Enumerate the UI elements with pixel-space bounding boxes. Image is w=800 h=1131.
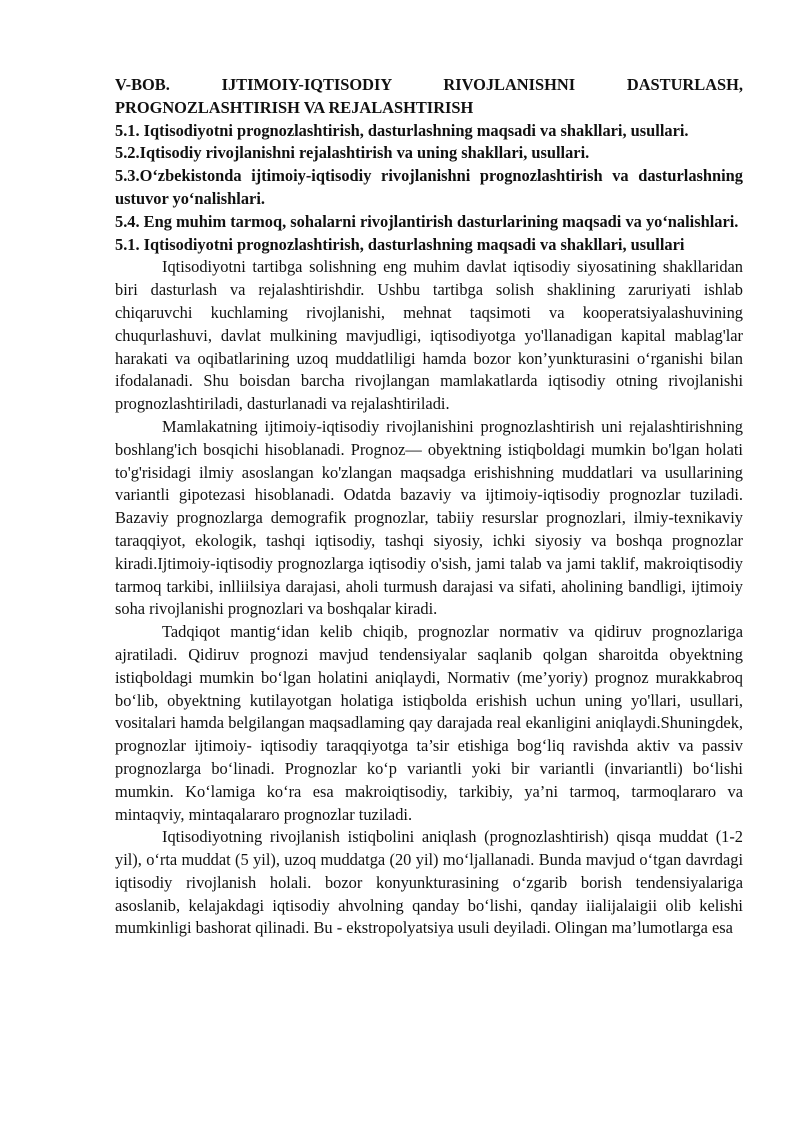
chapter-title: V-BOB. IJTIMOIY-IQTISODIY RIVOJLANISHNI DASTURLASH, PROGNOZLASHTIRISH VA REJALASHTIRISH — [115, 75, 743, 117]
body-paragraph: Iqtisodiyotni tartibga solishning eng muhim davlat iqtisodiy siyosatining shakllaridan biri dasturlash va rejalashtirishdir. Ushbu tartibga solish shaklining zaruriyati ishlab chiqaruvchi kuchlaming rivojlanishi, mehnat taqsimoti va kooperatsiyalashuvining chuqurlashuvi, davlat mulkining mavjudligi, iqtisodiyotga yo'llanadigan kapital mablag'lar harakati va oqibatlarining uzoq muddatliligi hamda bozor kon’yunkturasini o‘rganishi bilan ifodalanadi. Shu boisdan barcha rivojlangan mamlakatlarda iqtisodiy otning rivojlanishi prognozlashtiriladi, dasturlanadi va rejalashtiriladi. — [115, 257, 743, 414]
section-title: 5.1. Iqtisodiyotni prognozlashtirish, dasturlashning maqsadi va shakllari, usullari — [115, 234, 685, 254]
toc-item-5-1: 5.1. Iqtisodiyotni prognozlashtirish, dasturlashning maqsadi va shakllari, usullari. — [115, 120, 689, 140]
toc-item-5-4: 5.4. Eng muhim tarmoq, sohalarni rivojlantirish dasturlarining maqsadi va yo‘nalishlari. — [115, 211, 739, 231]
toc-item-5-2: 5.2.Iqtisodiy rivojlanishni rejalashtirish va uning shakllari, usullari. — [115, 143, 590, 163]
body-paragraph: Mamlakatning ijtimoiy-iqtisodiy rivojlanishini prognozlashtirish uni rejalashtirishning boshlang'ich bosqichi hisoblanadi. Prognoz— obyektning istiqboldagi mumkin bo'lgan holati to'g'risidagi ilmiy asoslangan ko'zlangan maqsadga erishishning muddatlari va usullarining variantli gipotezasi hisoblanadi. Odatda bazaviy va ijtimoiy-iqtisodiy prognozlar tuziladi. Bazaviy prognozlarga demografik prognozlar, tabiiy resurslar prognozlari, ilmiy-texnikaviy taraqqiyot, ekologik, tashqi iqtisodiy, tashqi siyosiy, ichki siyosiy va boshqa prognozlar kiradi.Ijtimoiy-iqtisodiy prognozlarga iqtisodiy o'sish, jami talab va jami taklif, makroiqtisodiy tarmoq tarkibi, inlliilsiya darajasi, aholi turmush darajasi va sifati, aholining bandligi, ijtimoiy soha rivojlanishi prognozlari va boshqalar kiradi. — [115, 416, 743, 619]
toc-item-5-3: 5.3.O‘zbekistonda ijtimoiy-iqtisodiy rivojlanishni prognozlashtirish va dasturlashning ustuvor yo‘nalishlari. — [115, 166, 743, 208]
body-paragraph: Tadqiqot mantig‘idan kelib chiqib, prognozlar normativ va qidiruv prognozlariga ajratiladi. Qidiruv prognozi mavjud tendensiyalar saqlanib qolgan sharoitda obyektning istiqboldagi mumkin bo‘lgan holatini aniqlaydi, Normativ (me’yoriy) prognoz murakkabroq bo‘lib, obyektning kutilayotgan holatiga istiqbolda erishish uchun uning yo'llari, usullari, vositalari hamda belgilangan maqsadlaming qay darajada real ekanligini aniqlaydi.Shuningdek, prognozlar ijtimoiy- iqtisodiy taraqqiyotga ta’sir etishiga bog‘liq ravishda aktiv va passiv prognozlarga bo‘linadi. Prognozlar ko‘p variantli yoki bir variantli (invariantli) bo‘lishi mumkin. Ko‘lamiga ko‘ra esa makroiqtisodiy, tarkibiy, ya’ni tarmoq, tarmoqlararo va mintaqviy, mintaqalararo prognozlar tuziladi. — [115, 622, 743, 824]
body-paragraph: Iqtisodiyotning rivojlanish istiqbolini aniqlash (prognozlashtirish) qisqa muddat (1-2 yil), o‘rta muddat (5 yil), uzoq muddatga (20 yil) mo‘ljallanadi. Bunda mavjud o‘tgan davrdagi iqtisodiy rivojlanish holali. bozor konyunkturasining o‘zgarib borish tendensiyalariga asoslanib, kelajakdagi iqtisodiy ahvolning qanday bo‘lishi, qanday iialijalaigii olib kelishi mumkinligi bashorat qilinadi. Bu - ekstropolyatsiya usuli deyiladi. Olingan ma’lumotlarga esa — [115, 827, 743, 938]
